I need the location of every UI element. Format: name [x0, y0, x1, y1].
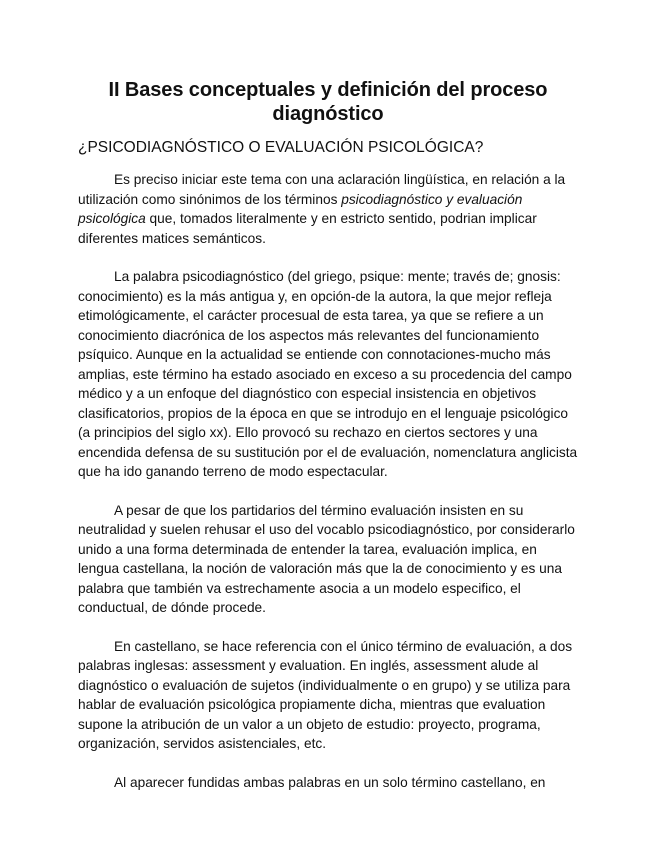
- paragraph-text: Es preciso iniciar este tema con una aclaración lingüística, en relación a la utilización como sinónimos de los términos: [78, 172, 566, 207]
- document-page: [78, 78, 578, 792]
- paragraph-text: que, tomados literalmente y en estricto sentido, podrian implicar diferentes matices semánticos.: [78, 211, 537, 246]
- document-title: II Bases conceptuales y definición del proceso diagnóstico: [108, 79, 548, 125]
- paragraph-terminology: [78, 170, 578, 248]
- paragraph-evaluation: A pesar de que los partidarios del término evaluación insisten en su neutralidad y suelen rehusar el uso del vocablo psicodiagnóstico, por considerarlo unido a una forma determinada de entender la tarea, evaluación implica, en lengua castellana, la noción de valoración más que la de conocimiento y es una palabra que también va estrechamente asocia a un modelo especifico, el conductual, de dónde procede.: [78, 502, 575, 615]
- emphasized-terms: psicodiagnóstico y evaluación psicológica: [78, 191, 523, 226]
- paragraph-english-terms: En castellano, se hace referencia con el único término de evaluación, a dos palabras inglesas: assessment y evaluation. En inglés, assessment alude al diagnóstico o evaluación de sujetos (individualmente o en grupo) y se utiliza para hablar de evaluación psicológica propiamente dicha, mientras que evaluation supone la atribución de un valor a un objeto de estudio: proyecto, programa, organización, servidos asistenciales, etc.: [78, 638, 573, 751]
- paragraph-continuation: Al aparecer fundidas ambas palabras en un solo término castellano, en: [114, 774, 546, 790]
- paragraph-psychodiagnosis: La palabra psicodiagnóstico (del griego, psique: mente; través de; gnosis: conocimiento) es la más antigua y, en opción-de la autora, la que mejor refleja etimológicamente, el carácter procesual de esta tarea, ya que se refiere a un conocimiento diacrónica de los aspectos más relevantes del funcionamiento psíquico. Aunque en la actualidad se entiende con connotaciones-mucho más amplias, este término ha estado asociado en exceso a su procedencia del campo médico y a un enfoque del diagnóstico con especial insistencia en objetivos clasificatorios, propios de la época en que se introdujo en el lenguaje psicológico (a principios del siglo xx). Ello provocó su rechazo en ciertos sectores y una encendida defensa de su sustitución por el de evaluación, nomenclatura anglicista que ha ido ganando terreno de modo espectacular.: [78, 269, 578, 479]
- section-heading: ¿PSICODIAGNÓSTICO O EVALUACIÓN PSICOLÓGICA?: [78, 139, 484, 156]
